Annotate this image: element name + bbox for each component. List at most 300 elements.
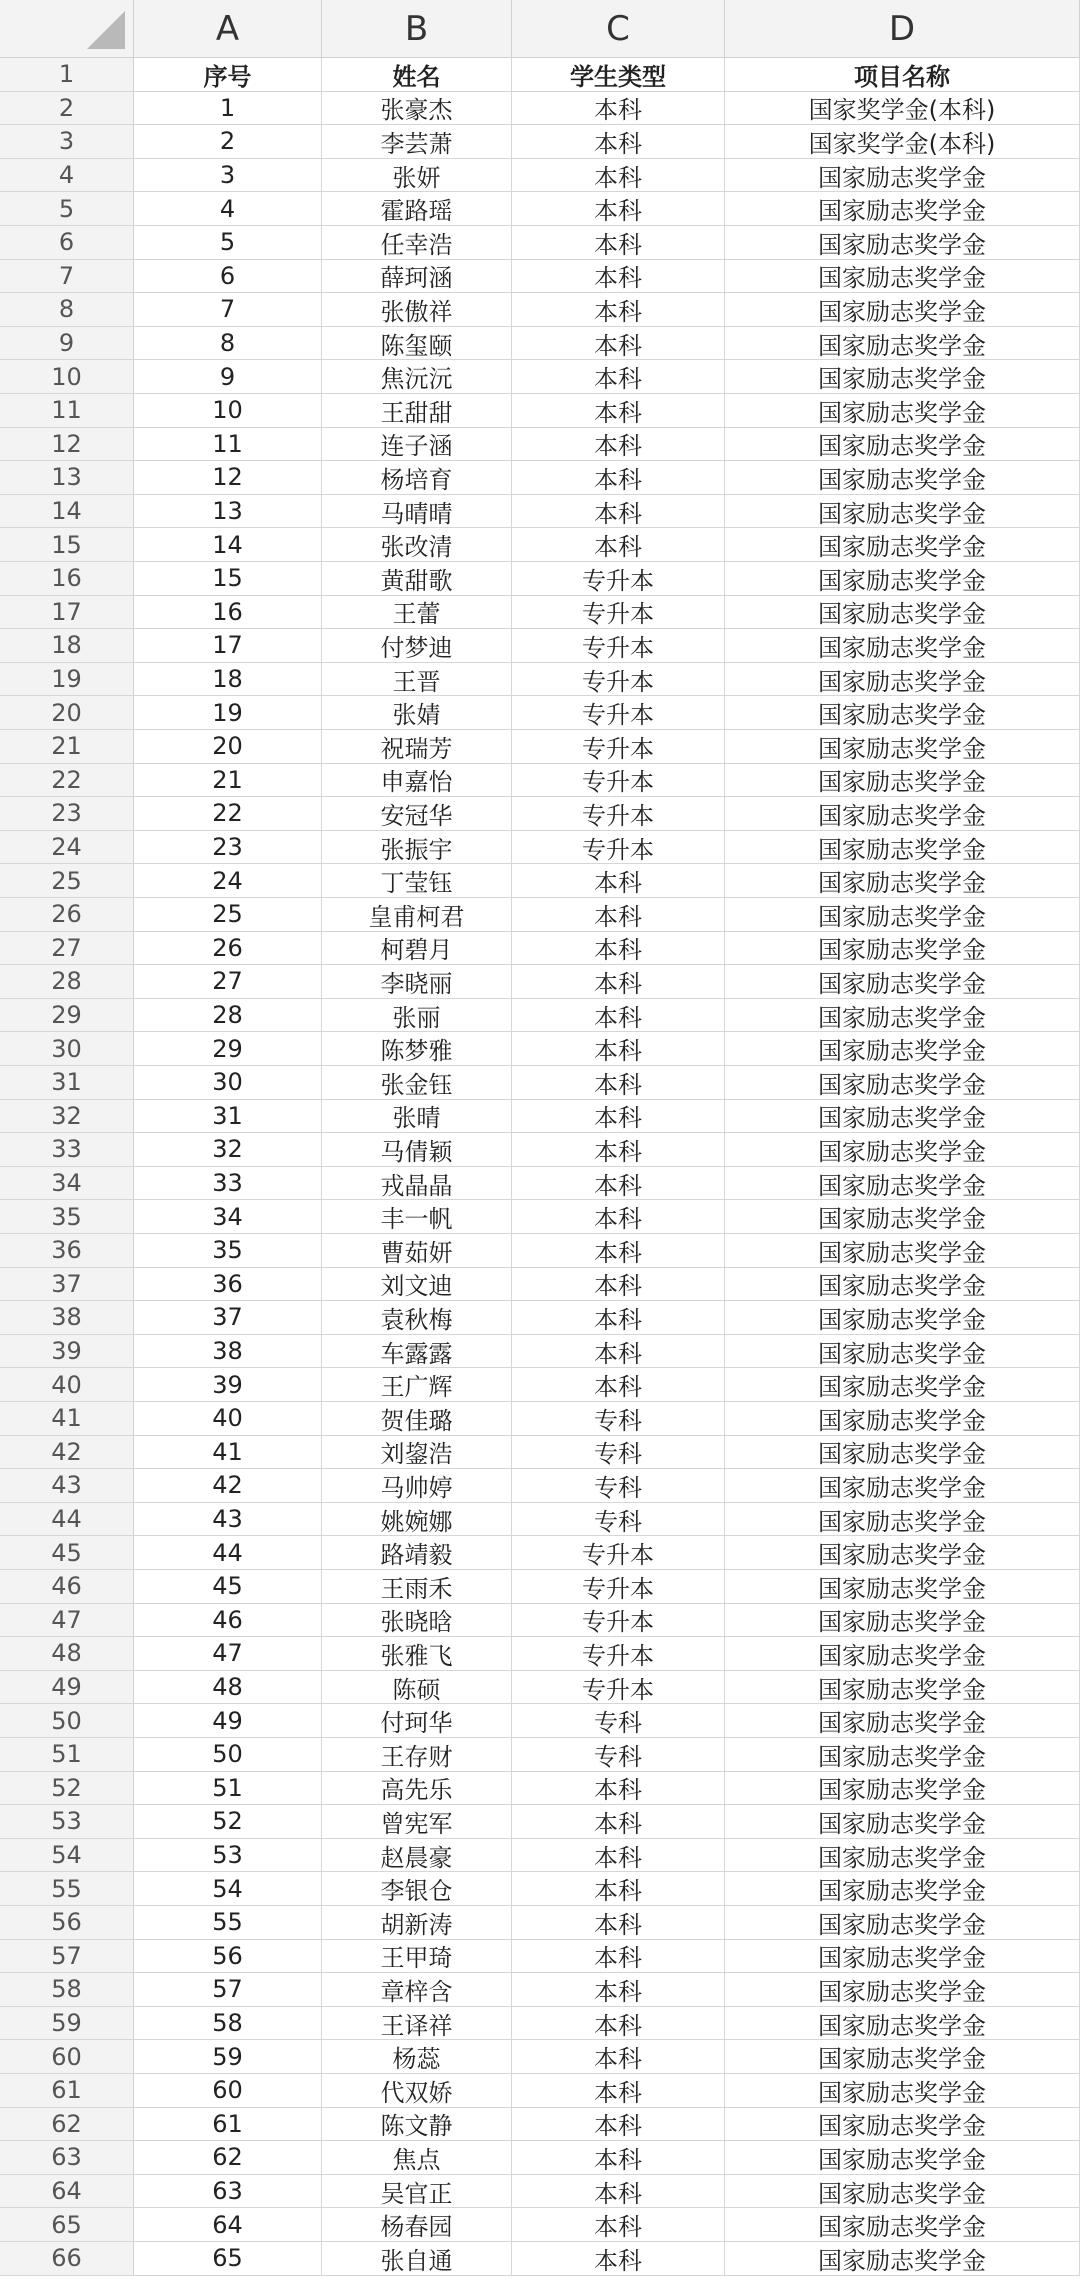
cell-name[interactable]: 张丽: [322, 999, 512, 1032]
cell-seq[interactable]: 22: [134, 797, 322, 830]
cell-project-name[interactable]: 国家励志奖学金: [725, 2141, 1080, 2174]
cell-student-type[interactable]: 专科: [512, 1402, 725, 1435]
row-number[interactable]: 27: [0, 932, 134, 965]
cell-name[interactable]: 李晓丽: [322, 965, 512, 998]
row-number[interactable]: 8: [0, 293, 134, 326]
row-number[interactable]: 46: [0, 1570, 134, 1603]
cell-student-type[interactable]: 本科: [512, 360, 725, 393]
cell-project-name[interactable]: 国家励志奖学金: [725, 260, 1080, 293]
cell-name[interactable]: 张自通: [322, 2242, 512, 2275]
cell-student-type[interactable]: 本科: [512, 1100, 725, 1133]
cell-project-name[interactable]: 国家励志奖学金: [725, 1704, 1080, 1737]
row-number[interactable]: 15: [0, 528, 134, 561]
cell-name[interactable]: 李银仓: [322, 1872, 512, 1905]
row-number[interactable]: 28: [0, 965, 134, 998]
cell-seq[interactable]: 28: [134, 999, 322, 1032]
cell-name[interactable]: 戎晶晶: [322, 1167, 512, 1200]
cell-name[interactable]: 王晋: [322, 663, 512, 696]
row-number[interactable]: 1: [0, 58, 134, 91]
row-number[interactable]: 51: [0, 1738, 134, 1771]
cell-project-name[interactable]: 国家励志奖学金: [725, 360, 1080, 393]
cell-seq[interactable]: 30: [134, 1066, 322, 1099]
cell-project-name[interactable]: 国家励志奖学金: [725, 1772, 1080, 1805]
row-number[interactable]: 64: [0, 2175, 134, 2208]
cell-student-type[interactable]: 本科: [512, 2040, 725, 2073]
row-number[interactable]: 44: [0, 1503, 134, 1536]
row-number[interactable]: 14: [0, 495, 134, 528]
cell-name[interactable]: 陈梦雅: [322, 1032, 512, 1065]
row-number[interactable]: 58: [0, 1973, 134, 2006]
cell-student-type[interactable]: 本科: [512, 2141, 725, 2174]
cell-project-name[interactable]: 国家励志奖学金: [725, 764, 1080, 797]
cell-name[interactable]: 张雅飞: [322, 1637, 512, 1670]
cell-project-name[interactable]: 国家励志奖学金: [725, 1940, 1080, 1973]
cell-header-project-name[interactable]: 项目名称: [725, 58, 1080, 91]
cell-name[interactable]: 焦点: [322, 2141, 512, 2174]
row-number[interactable]: 43: [0, 1469, 134, 1502]
cell-student-type[interactable]: 专升本: [512, 1536, 725, 1569]
cell-student-type[interactable]: 专升本: [512, 629, 725, 662]
column-header-a[interactable]: A: [134, 0, 322, 57]
cell-project-name[interactable]: 国家励志奖学金: [725, 1402, 1080, 1435]
cell-project-name[interactable]: 国家励志奖学金: [725, 730, 1080, 763]
cell-project-name[interactable]: 国家励志奖学金: [725, 1200, 1080, 1233]
cell-project-name[interactable]: 国家励志奖学金: [725, 2208, 1080, 2241]
cell-project-name[interactable]: 国家励志奖学金: [725, 1032, 1080, 1065]
row-number[interactable]: 12: [0, 428, 134, 461]
cell-seq[interactable]: 35: [134, 1234, 322, 1267]
cell-student-type[interactable]: 本科: [512, 1301, 725, 1334]
cell-student-type[interactable]: 本科: [512, 1805, 725, 1838]
row-number[interactable]: 30: [0, 1032, 134, 1065]
cell-project-name[interactable]: 国家励志奖学金: [725, 1133, 1080, 1166]
cell-project-name[interactable]: 国家励志奖学金: [725, 528, 1080, 561]
cell-name[interactable]: 李芸萧: [322, 125, 512, 158]
cell-seq[interactable]: 7: [134, 293, 322, 326]
row-number[interactable]: 11: [0, 394, 134, 427]
cell-seq[interactable]: 65: [134, 2242, 322, 2275]
cell-project-name[interactable]: 国家励志奖学金: [725, 327, 1080, 360]
cell-project-name[interactable]: 国家励志奖学金: [725, 831, 1080, 864]
row-number[interactable]: 32: [0, 1100, 134, 1133]
row-number[interactable]: 57: [0, 1940, 134, 1973]
cell-project-name[interactable]: 国家励志奖学金: [725, 965, 1080, 998]
cell-name[interactable]: 陈文静: [322, 2108, 512, 2141]
row-number[interactable]: 38: [0, 1301, 134, 1334]
select-all-corner[interactable]: [0, 0, 134, 57]
row-number[interactable]: 20: [0, 696, 134, 729]
cell-name[interactable]: 马帅婷: [322, 1469, 512, 1502]
row-number[interactable]: 66: [0, 2242, 134, 2275]
cell-project-name[interactable]: 国家励志奖学金: [725, 192, 1080, 225]
cell-project-name[interactable]: 国家励志奖学金: [725, 428, 1080, 461]
cell-name[interactable]: 杨蕊: [322, 2040, 512, 2073]
cell-name[interactable]: 张振宇: [322, 831, 512, 864]
cell-student-type[interactable]: 专升本: [512, 596, 725, 629]
cell-name[interactable]: 丰一帆: [322, 1200, 512, 1233]
cell-student-type[interactable]: 专升本: [512, 562, 725, 595]
row-number[interactable]: 17: [0, 596, 134, 629]
cell-seq[interactable]: 12: [134, 461, 322, 494]
cell-name[interactable]: 张妍: [322, 159, 512, 192]
cell-project-name[interactable]: 国家励志奖学金: [725, 461, 1080, 494]
cell-name[interactable]: 马倩颖: [322, 1133, 512, 1166]
row-number[interactable]: 41: [0, 1402, 134, 1435]
row-number[interactable]: 5: [0, 192, 134, 225]
cell-seq[interactable]: 58: [134, 2007, 322, 2040]
row-number[interactable]: 62: [0, 2108, 134, 2141]
cell-project-name[interactable]: 国家励志奖学金: [725, 696, 1080, 729]
cell-project-name[interactable]: 国家励志奖学金: [725, 562, 1080, 595]
cell-seq[interactable]: 26: [134, 932, 322, 965]
cell-seq[interactable]: 13: [134, 495, 322, 528]
row-number[interactable]: 26: [0, 898, 134, 931]
cell-seq[interactable]: 10: [134, 394, 322, 427]
row-number[interactable]: 54: [0, 1839, 134, 1872]
cell-seq[interactable]: 3: [134, 159, 322, 192]
row-number[interactable]: 25: [0, 864, 134, 897]
cell-project-name[interactable]: 国家励志奖学金: [725, 2040, 1080, 2073]
row-number[interactable]: 18: [0, 629, 134, 662]
cell-name[interactable]: 张晴: [322, 1100, 512, 1133]
cell-name[interactable]: 张晓晗: [322, 1604, 512, 1637]
cell-seq[interactable]: 11: [134, 428, 322, 461]
row-number[interactable]: 16: [0, 562, 134, 595]
cell-name[interactable]: 杨培育: [322, 461, 512, 494]
cell-name[interactable]: 王广辉: [322, 1368, 512, 1401]
cell-name[interactable]: 陈硕: [322, 1671, 512, 1704]
cell-name[interactable]: 张婧: [322, 696, 512, 729]
cell-project-name[interactable]: 国家励志奖学金: [725, 1872, 1080, 1905]
row-number[interactable]: 47: [0, 1604, 134, 1637]
cell-seq[interactable]: 2: [134, 125, 322, 158]
cell-student-type[interactable]: 本科: [512, 2108, 725, 2141]
cell-student-type[interactable]: 本科: [512, 1200, 725, 1233]
cell-seq[interactable]: 50: [134, 1738, 322, 1771]
row-number[interactable]: 65: [0, 2208, 134, 2241]
cell-project-name[interactable]: 国家励志奖学金: [725, 1637, 1080, 1670]
cell-project-name[interactable]: 国家励志奖学金: [725, 2007, 1080, 2040]
cell-project-name[interactable]: 国家励志奖学金: [725, 663, 1080, 696]
cell-student-type[interactable]: 本科: [512, 1268, 725, 1301]
row-number[interactable]: 40: [0, 1368, 134, 1401]
cell-project-name[interactable]: 国家励志奖学金: [725, 1100, 1080, 1133]
row-number[interactable]: 13: [0, 461, 134, 494]
cell-student-type[interactable]: 专升本: [512, 663, 725, 696]
row-number[interactable]: 56: [0, 1906, 134, 1939]
cell-seq[interactable]: 38: [134, 1335, 322, 1368]
cell-seq[interactable]: 48: [134, 1671, 322, 1704]
row-number[interactable]: 21: [0, 730, 134, 763]
cell-student-type[interactable]: 专升本: [512, 831, 725, 864]
row-number[interactable]: 24: [0, 831, 134, 864]
cell-seq[interactable]: 41: [134, 1436, 322, 1469]
row-number[interactable]: 10: [0, 360, 134, 393]
cell-project-name[interactable]: 国家励志奖学金: [725, 1536, 1080, 1569]
cell-student-type[interactable]: 专升本: [512, 696, 725, 729]
cell-project-name[interactable]: 国家励志奖学金: [725, 226, 1080, 259]
cell-seq[interactable]: 16: [134, 596, 322, 629]
row-number[interactable]: 37: [0, 1268, 134, 1301]
cell-student-type[interactable]: 本科: [512, 260, 725, 293]
cell-student-type[interactable]: 专升本: [512, 764, 725, 797]
cell-student-type[interactable]: 专科: [512, 1469, 725, 1502]
cell-project-name[interactable]: 国家励志奖学金: [725, 293, 1080, 326]
cell-student-type[interactable]: 本科: [512, 2242, 725, 2275]
cell-student-type[interactable]: 本科: [512, 1973, 725, 2006]
cell-project-name[interactable]: 国家励志奖学金: [725, 864, 1080, 897]
cell-name[interactable]: 柯碧月: [322, 932, 512, 965]
cell-name[interactable]: 王存财: [322, 1738, 512, 1771]
cell-name[interactable]: 黄甜歌: [322, 562, 512, 595]
cell-seq[interactable]: 24: [134, 864, 322, 897]
cell-student-type[interactable]: 本科: [512, 1772, 725, 1805]
row-number[interactable]: 59: [0, 2007, 134, 2040]
cell-name[interactable]: 马晴晴: [322, 495, 512, 528]
cell-project-name[interactable]: 国家励志奖学金: [725, 1570, 1080, 1603]
cell-name[interactable]: 王雨禾: [322, 1570, 512, 1603]
cell-seq[interactable]: 6: [134, 260, 322, 293]
cell-student-type[interactable]: 本科: [512, 864, 725, 897]
cell-seq[interactable]: 44: [134, 1536, 322, 1569]
cell-project-name[interactable]: 国家励志奖学金: [725, 1671, 1080, 1704]
cell-project-name[interactable]: 国家励志奖学金: [725, 1234, 1080, 1267]
cell-project-name[interactable]: 国家励志奖学金: [725, 932, 1080, 965]
cell-name[interactable]: 路靖毅: [322, 1536, 512, 1569]
cell-project-name[interactable]: 国家励志奖学金: [725, 1268, 1080, 1301]
cell-name[interactable]: 王蕾: [322, 596, 512, 629]
cell-project-name[interactable]: 国家励志奖学金: [725, 2175, 1080, 2208]
cell-project-name[interactable]: 国家励志奖学金: [725, 394, 1080, 427]
row-number[interactable]: 22: [0, 764, 134, 797]
cell-student-type[interactable]: 专升本: [512, 797, 725, 830]
cell-student-type[interactable]: 本科: [512, 226, 725, 259]
cell-project-name[interactable]: 国家奖学金(本科): [725, 125, 1080, 158]
cell-project-name[interactable]: 国家励志奖学金: [725, 1604, 1080, 1637]
cell-seq[interactable]: 40: [134, 1402, 322, 1435]
row-number[interactable]: 39: [0, 1335, 134, 1368]
cell-student-type[interactable]: 本科: [512, 1032, 725, 1065]
cell-project-name[interactable]: 国家励志奖学金: [725, 1335, 1080, 1368]
cell-seq[interactable]: 46: [134, 1604, 322, 1637]
row-number[interactable]: 23: [0, 797, 134, 830]
cell-name[interactable]: 付梦迪: [322, 629, 512, 662]
cell-seq[interactable]: 49: [134, 1704, 322, 1737]
row-number[interactable]: 36: [0, 1234, 134, 1267]
cell-name[interactable]: 张豪杰: [322, 92, 512, 125]
cell-project-name[interactable]: 国家励志奖学金: [725, 596, 1080, 629]
cell-name[interactable]: 刘鋆浩: [322, 1436, 512, 1469]
cell-seq[interactable]: 15: [134, 562, 322, 595]
column-header-c[interactable]: C: [512, 0, 725, 57]
cell-name[interactable]: 吴官正: [322, 2175, 512, 2208]
cell-name[interactable]: 刘文迪: [322, 1268, 512, 1301]
cell-project-name[interactable]: 国家奖学金(本科): [725, 92, 1080, 125]
cell-name[interactable]: 车露露: [322, 1335, 512, 1368]
cell-project-name[interactable]: 国家励志奖学金: [725, 1906, 1080, 1939]
cell-seq[interactable]: 21: [134, 764, 322, 797]
cell-seq[interactable]: 18: [134, 663, 322, 696]
cell-seq[interactable]: 59: [134, 2040, 322, 2073]
cell-student-type[interactable]: 本科: [512, 192, 725, 225]
cell-student-type[interactable]: 本科: [512, 1368, 725, 1401]
row-number[interactable]: 2: [0, 92, 134, 125]
row-number[interactable]: 49: [0, 1671, 134, 1704]
cell-seq[interactable]: 25: [134, 898, 322, 931]
cell-name[interactable]: 丁莹钰: [322, 864, 512, 897]
column-header-d[interactable]: D: [725, 0, 1080, 57]
cell-student-type[interactable]: 本科: [512, 2175, 725, 2208]
row-number[interactable]: 4: [0, 159, 134, 192]
cell-student-type[interactable]: 本科: [512, 125, 725, 158]
cell-seq[interactable]: 37: [134, 1301, 322, 1334]
row-number[interactable]: 34: [0, 1167, 134, 1200]
cell-seq[interactable]: 36: [134, 1268, 322, 1301]
cell-seq[interactable]: 39: [134, 1368, 322, 1401]
cell-name[interactable]: 任幸浩: [322, 226, 512, 259]
cell-seq[interactable]: 53: [134, 1839, 322, 1872]
cell-student-type[interactable]: 本科: [512, 1234, 725, 1267]
cell-project-name[interactable]: 国家励志奖学金: [725, 159, 1080, 192]
cell-header-name[interactable]: 姓名: [322, 58, 512, 91]
cell-project-name[interactable]: 国家励志奖学金: [725, 2074, 1080, 2107]
cell-student-type[interactable]: 本科: [512, 1940, 725, 1973]
cell-student-type[interactable]: 本科: [512, 394, 725, 427]
row-number[interactable]: 60: [0, 2040, 134, 2073]
cell-name[interactable]: 贺佳璐: [322, 1402, 512, 1435]
cell-name[interactable]: 张傲祥: [322, 293, 512, 326]
cell-project-name[interactable]: 国家励志奖学金: [725, 1973, 1080, 2006]
cell-seq[interactable]: 52: [134, 1805, 322, 1838]
cell-seq[interactable]: 61: [134, 2108, 322, 2141]
cell-student-type[interactable]: 本科: [512, 159, 725, 192]
cell-project-name[interactable]: 国家励志奖学金: [725, 1167, 1080, 1200]
row-number[interactable]: 9: [0, 327, 134, 360]
cell-seq[interactable]: 8: [134, 327, 322, 360]
row-number[interactable]: 31: [0, 1066, 134, 1099]
cell-seq[interactable]: 9: [134, 360, 322, 393]
cell-seq[interactable]: 5: [134, 226, 322, 259]
cell-header-seq[interactable]: 序号: [134, 58, 322, 91]
cell-student-type[interactable]: 专升本: [512, 730, 725, 763]
row-number[interactable]: 19: [0, 663, 134, 696]
cell-student-type[interactable]: 本科: [512, 2007, 725, 2040]
cell-name[interactable]: 王甲琦: [322, 1940, 512, 1973]
cell-seq[interactable]: 51: [134, 1772, 322, 1805]
cell-seq[interactable]: 20: [134, 730, 322, 763]
row-number[interactable]: 29: [0, 999, 134, 1032]
cell-project-name[interactable]: 国家励志奖学金: [725, 1839, 1080, 1872]
cell-student-type[interactable]: 专升本: [512, 1604, 725, 1637]
cell-seq[interactable]: 17: [134, 629, 322, 662]
cell-student-type[interactable]: 专科: [512, 1704, 725, 1737]
cell-student-type[interactable]: 本科: [512, 1906, 725, 1939]
cell-student-type[interactable]: 本科: [512, 1167, 725, 1200]
cell-seq[interactable]: 42: [134, 1469, 322, 1502]
cell-student-type[interactable]: 本科: [512, 2074, 725, 2107]
cell-student-type[interactable]: 专升本: [512, 1637, 725, 1670]
cell-name[interactable]: 皇甫柯君: [322, 898, 512, 931]
cell-seq[interactable]: 57: [134, 1973, 322, 2006]
cell-seq[interactable]: 62: [134, 2141, 322, 2174]
cell-seq[interactable]: 63: [134, 2175, 322, 2208]
cell-name[interactable]: 祝瑞芳: [322, 730, 512, 763]
cell-student-type[interactable]: 专科: [512, 1436, 725, 1469]
cell-project-name[interactable]: 国家励志奖学金: [725, 629, 1080, 662]
cell-student-type[interactable]: 本科: [512, 92, 725, 125]
cell-seq[interactable]: 45: [134, 1570, 322, 1603]
cell-student-type[interactable]: 本科: [512, 293, 725, 326]
cell-name[interactable]: 薛珂涵: [322, 260, 512, 293]
row-number[interactable]: 52: [0, 1772, 134, 1805]
cell-student-type[interactable]: 本科: [512, 495, 725, 528]
row-number[interactable]: 50: [0, 1704, 134, 1737]
row-number[interactable]: 42: [0, 1436, 134, 1469]
row-number[interactable]: 61: [0, 2074, 134, 2107]
cell-student-type[interactable]: 本科: [512, 898, 725, 931]
cell-project-name[interactable]: 国家励志奖学金: [725, 999, 1080, 1032]
cell-student-type[interactable]: 本科: [512, 999, 725, 1032]
cell-project-name[interactable]: 国家励志奖学金: [725, 898, 1080, 931]
cell-seq[interactable]: 56: [134, 1940, 322, 1973]
cell-name[interactable]: 胡新涛: [322, 1906, 512, 1939]
cell-name[interactable]: 代双娇: [322, 2074, 512, 2107]
cell-seq[interactable]: 43: [134, 1503, 322, 1536]
cell-project-name[interactable]: 国家励志奖学金: [725, 1805, 1080, 1838]
cell-name[interactable]: 焦沅沅: [322, 360, 512, 393]
cell-project-name[interactable]: 国家励志奖学金: [725, 1469, 1080, 1502]
cell-seq[interactable]: 55: [134, 1906, 322, 1939]
cell-student-type[interactable]: 本科: [512, 1133, 725, 1166]
cell-name[interactable]: 高先乐: [322, 1772, 512, 1805]
cell-name[interactable]: 王译祥: [322, 2007, 512, 2040]
cell-project-name[interactable]: 国家励志奖学金: [725, 1066, 1080, 1099]
cell-student-type[interactable]: 本科: [512, 1335, 725, 1368]
cell-name[interactable]: 曾宪军: [322, 1805, 512, 1838]
row-number[interactable]: 35: [0, 1200, 134, 1233]
row-number[interactable]: 45: [0, 1536, 134, 1569]
cell-name[interactable]: 安冠华: [322, 797, 512, 830]
cell-seq[interactable]: 31: [134, 1100, 322, 1133]
cell-student-type[interactable]: 本科: [512, 932, 725, 965]
cell-project-name[interactable]: 国家励志奖学金: [725, 2108, 1080, 2141]
cell-student-type[interactable]: 本科: [512, 1872, 725, 1905]
cell-student-type[interactable]: 本科: [512, 965, 725, 998]
row-number[interactable]: 63: [0, 2141, 134, 2174]
cell-student-type[interactable]: 本科: [512, 528, 725, 561]
cell-seq[interactable]: 19: [134, 696, 322, 729]
cell-student-type[interactable]: 本科: [512, 1066, 725, 1099]
cell-project-name[interactable]: 国家励志奖学金: [725, 1301, 1080, 1334]
row-number[interactable]: 48: [0, 1637, 134, 1670]
column-header-b[interactable]: B: [322, 0, 512, 57]
row-number[interactable]: 6: [0, 226, 134, 259]
cell-seq[interactable]: 47: [134, 1637, 322, 1670]
cell-seq[interactable]: 1: [134, 92, 322, 125]
cell-name[interactable]: 付珂华: [322, 1704, 512, 1737]
cell-project-name[interactable]: 国家励志奖学金: [725, 1436, 1080, 1469]
cell-name[interactable]: 霍路瑶: [322, 192, 512, 225]
cell-student-type[interactable]: 本科: [512, 461, 725, 494]
cell-project-name[interactable]: 国家励志奖学金: [725, 2242, 1080, 2275]
cell-project-name[interactable]: 国家励志奖学金: [725, 1368, 1080, 1401]
cell-student-type[interactable]: 专升本: [512, 1671, 725, 1704]
cell-seq[interactable]: 64: [134, 2208, 322, 2241]
cell-student-type[interactable]: 本科: [512, 1839, 725, 1872]
cell-name[interactable]: 杨春园: [322, 2208, 512, 2241]
cell-name[interactable]: 张改清: [322, 528, 512, 561]
cell-header-student-type[interactable]: 学生类型: [512, 58, 725, 91]
